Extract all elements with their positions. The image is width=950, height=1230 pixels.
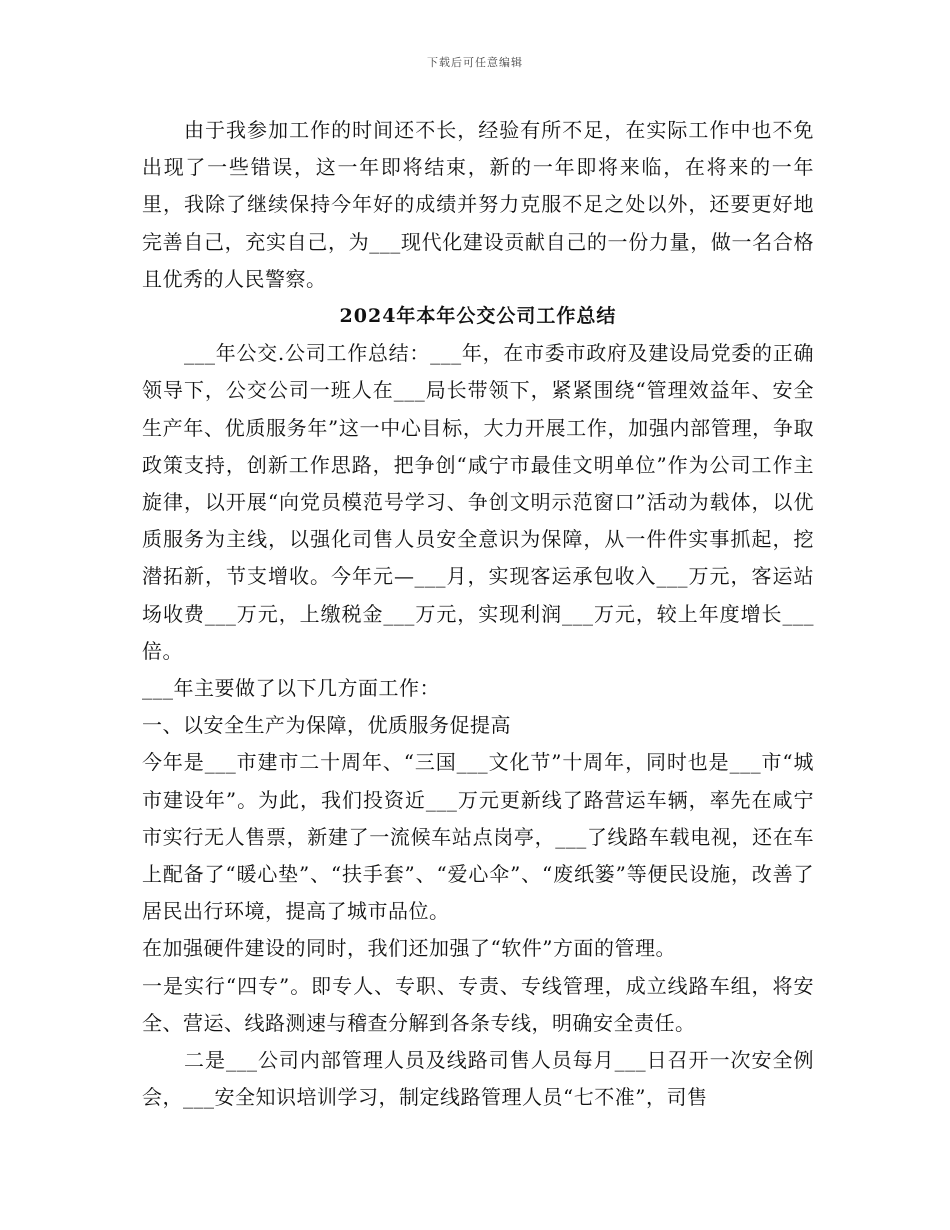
paragraph-city-anniversary: 今年是___市建市二十周年、“三国___文化节”十周年，同时也是___市“城市建设年”。为此，我们投资近___万元更新线了路营运车辆，率先在咸宁市实行无人售票，新建了一流候车站点岗亭，___了线路车载电视，还在车上配备了“暖心垫”、“扶手套”、“爱心伞”、“废纸篓”等便民设施，改善了居民出行环境，提高了城市品位。 <box>142 750 814 924</box>
paragraph-four-specials: 一是实行“四专”。即专人、专职、专责、专线管理，成立线路车组，将安全、营运、线路测速与稽查分解到各条专线，明确安全责任。 <box>142 973 814 1035</box>
heading-section-one: 一、以安全生产为保障，优质服务促提高 <box>142 713 511 738</box>
paragraph-software: 在加强硬件建设的同时，我们还加强了“软件”方面的管理。 <box>142 936 676 961</box>
section-title: 2024年本年公交公司工作总结 <box>339 305 617 328</box>
paragraph-closing: 由于我参加工作的时间还不长，经验有所不足，在实际工作中也不免出现了一些错误，这一年即将结束，新的一年即将来临，在将来的一年里，我除了继续保持今年好的成绩并努力克服不足之处以外，还要更好地完善自己，充实自己，为___现代化建设贡献自己的一份力量，做一名合格且优秀的人民警察。 <box>142 118 814 291</box>
header-note: 下载后可任意编辑 <box>427 56 523 69</box>
document-body <box>142 112 814 1116</box>
paragraph-monthly-meeting: 二是___公司内部管理人员及线路司售人员每月___日召开一次安全例会，___安全知识培训学习，制定线路管理人员“七不准”，司售 <box>142 1048 814 1110</box>
paragraph-work-lead: ___年主要做了以下几方面工作： <box>142 676 440 701</box>
paragraph-intro: ___年公交.公司工作总结：___年，在市委市政府及建设局党委的正确领导下，公交公司一班人在___局长带领下，紧紧围绕“管理效益年、安全生产年、优质服务年”这一中心目标，大力开展工作，加强内部管理，争取政策支持，创新工作思路，把争创“咸宁市最佳文明单位”作为公司工作主旋律，以开展“向党员模范号学习、争创文明示范窗口”活动为载体，以优质服务为主线，以强化司售人员安全意识为保障，从一件件实事抓起，挖潜拓新，节支增收。今年元—___月，实现客运承包收入___万元，客运站场收费___万元，上缴税金___万元，实现利润___万元，较上年度增长___倍。 <box>142 341 814 663</box>
